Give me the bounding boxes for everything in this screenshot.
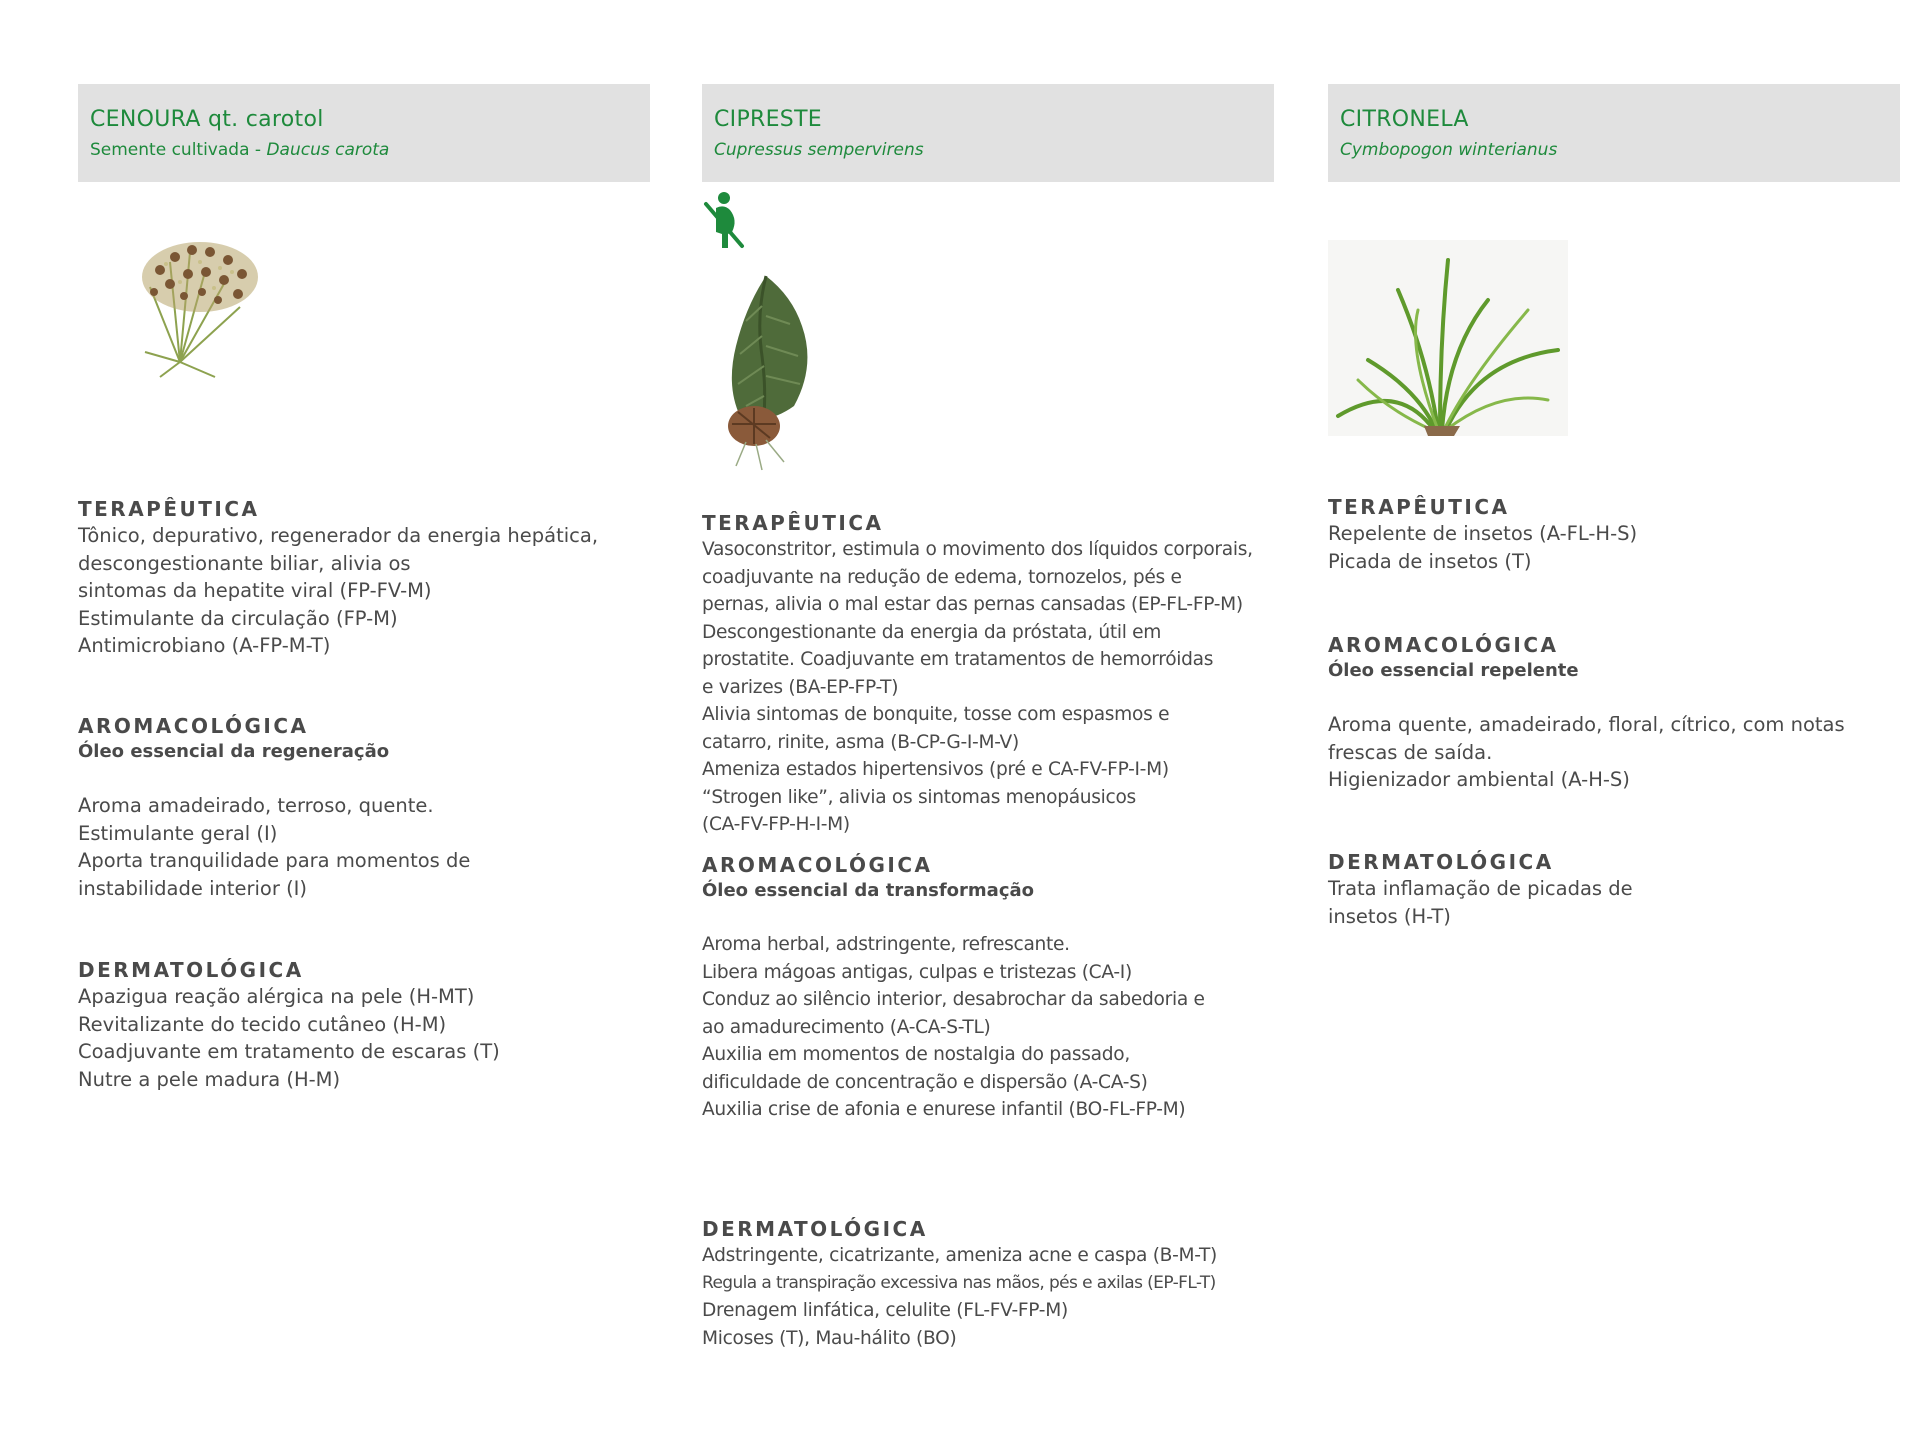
text-line: Tônico, depurativo, regenerador da energia hepática, [78, 524, 599, 547]
text-line: Aroma amadeirado, terroso, quente. [78, 794, 434, 817]
text-line: insetos (H-T) [1328, 904, 1451, 928]
section-subheading: Óleo essencial repelente [1328, 660, 1579, 681]
text-line: Auxilia em momentos de nostalgia do passado, [702, 1044, 1130, 1065]
section-heading: TERAPÊUTICA [702, 511, 884, 535]
section-aromacologica [78, 713, 638, 902]
section-aromacologica [1328, 632, 1888, 794]
cypress-branch-image [706, 266, 836, 480]
section-terapeutica [1328, 494, 1888, 575]
text-line: Nutre a pele madura (H-M) [78, 1067, 341, 1091]
citronella-grass-image [1328, 240, 1568, 440]
header-cenoura [78, 84, 650, 182]
text-line: Aroma quente, amadeirado, floral, cítrico, com notas [1328, 713, 1845, 736]
text-line: Trata inflamação de picadas de [1328, 877, 1633, 900]
subtitle [90, 137, 638, 163]
section-heading: DERMATOLÓGICA [702, 1217, 928, 1241]
no-pregnancy-icon [702, 190, 746, 254]
subtitle-latin: Cymbopogon winterianus [1340, 140, 1558, 160]
subtitle-latin: Cupressus sempervirens [714, 140, 924, 160]
text-line: prostatite. Coadjuvante em tratamentos de hemorróidas [702, 649, 1214, 670]
text-line: “Strogen like”, alivia os sintomas menopáusicos [702, 786, 1136, 808]
section-subheading: Óleo essencial da regeneração [78, 741, 390, 762]
text-line: dificuldade de concentração e dispersão (A-CA-S) [702, 1071, 1148, 1093]
subtitle [714, 137, 1262, 163]
text-line: Revitalizante do tecido cutâneo (H-M) [78, 1012, 447, 1036]
text-line: Libera mágoas antigas, culpas e tristezas (CA-I) [702, 961, 1132, 983]
text-line: ao amadurecimento (A-CA-S-TL) [702, 1016, 991, 1038]
text-line: Descongestionante da energia da próstata, útil em [702, 621, 1162, 643]
section-heading: AROMACOLÓGICA [702, 853, 933, 877]
carrot-seed-flower-image [130, 212, 280, 386]
text-line: Aporta tranquilidade para momentos de [78, 849, 471, 872]
text-line: pernas, alivia o mal estar das pernas cansadas (EP-FL-FP-M) [702, 594, 1243, 615]
column-citronela [1328, 84, 1900, 928]
section-aromacologica [702, 852, 1262, 1124]
column-cipreste [702, 84, 1274, 1349]
text-line: Apazigua reação alérgica na pele (H-MT) [78, 985, 475, 1008]
section-subheading: Óleo essencial da transformação [702, 880, 1035, 901]
text-line: Higienizador ambiental (A-H-S) [1328, 768, 1630, 791]
text-line: Alivia sintomas de bonquite, tosse com espasmos e [702, 704, 1170, 725]
subtitle-plain: Semente cultivada - [90, 140, 267, 160]
text-line: catarro, rinite, asma (B-CP-G-I-M-V) [702, 731, 1019, 753]
section-dermatologica [702, 1216, 1262, 1352]
column-cenoura [78, 84, 650, 1091]
header-cipreste [702, 84, 1274, 182]
text-line: Picada de insetos (T) [1328, 549, 1532, 573]
text-line: Estimulante da circulação (FP-M) [78, 606, 398, 630]
subtitle-latin: Daucus carota [266, 140, 390, 160]
text-line: sintomas da hepatite viral (FP-FV-M) [78, 579, 432, 602]
text-line: Drenagem linfática, celulite (FL-FV-FP-M) [702, 1300, 1068, 1321]
text-line: Micoses (T), Mau-hálito (BO) [702, 1327, 957, 1349]
section-dermatologica [1328, 849, 1888, 930]
text-line: Repelente de insetos (A-FL-H-S) [1328, 522, 1638, 545]
text-line: Vasoconstritor, estimula o movimento dos líquidos corporais, [702, 539, 1253, 560]
section-terapeutica [78, 496, 638, 660]
text-line: Antimicrobiano (A-FP-M-T) [78, 634, 331, 657]
section-heading: TERAPÊUTICA [1328, 495, 1510, 519]
section-dermatologica [78, 957, 638, 1093]
text-line: Coadjuvante em tratamento de escaras (T) [78, 1040, 500, 1063]
section-heading: AROMACOLÓGICA [78, 714, 309, 738]
text-line: Estimulante geral (I) [78, 821, 278, 845]
text-line: descongestionante biliar, alivia os [78, 551, 411, 575]
text-line: e varizes (BA-EP-FP-T) [702, 676, 899, 698]
section-heading: TERAPÊUTICA [78, 497, 260, 521]
text-line: Regula a transpiração excessiva nas mãos, pés e axilas (EP-FL-T) [702, 1272, 1216, 1293]
subtitle [1340, 137, 1888, 163]
text-line: Adstringente, cicatrizante, ameniza acne e caspa (B-M-T) [702, 1245, 1217, 1266]
text-line: coadjuvante na redução de edema, tornozelos, pés e [702, 566, 1182, 588]
title: CENOURA qt. carotol [90, 107, 324, 132]
section-heading: AROMACOLÓGICA [1328, 633, 1559, 657]
text-line: Ameniza estados hipertensivos (pré e CA-FV-FP-I-M) [702, 759, 1169, 780]
text-line: Conduz ao silêncio interior, desabrochar da sabedoria e [702, 989, 1205, 1010]
section-terapeutica [702, 510, 1262, 839]
text-line: Auxilia crise de afonia e enurese infantil (BO-FL-FP-M) [702, 1099, 1186, 1120]
section-heading: DERMATOLÓGICA [1328, 850, 1554, 874]
header-citronela [1328, 84, 1900, 182]
title: CIPRESTE [714, 107, 823, 132]
text-line: (CA-FV-FP-H-I-M) [702, 814, 850, 835]
title: CITRONELA [1340, 107, 1469, 132]
text-line: Aroma herbal, adstringente, refrescante. [702, 934, 1070, 955]
text-line: frescas de saída. [1328, 740, 1493, 764]
section-heading: DERMATOLÓGICA [78, 958, 304, 982]
text-line: instabilidade interior (I) [78, 876, 308, 900]
